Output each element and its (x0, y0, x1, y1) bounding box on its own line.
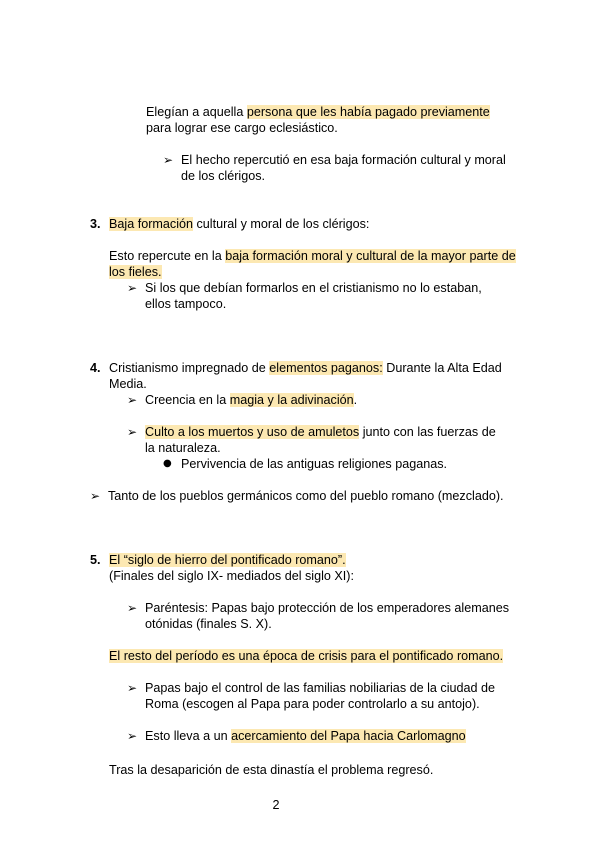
arrow-bullet-icon: ➢ (163, 153, 174, 167)
arrow-bullet-icon: ➢ (127, 393, 138, 407)
bullet-parentesis: Paréntesis: Papas bajo protección de los emperadores alemanes otónidas (finales S. X). (145, 601, 510, 631)
section-number: 4. (90, 361, 101, 375)
paragraph-resto (109, 648, 539, 664)
highlighted-text: baja formación moral y cultural de la mayor parte de los fieles. (109, 249, 516, 279)
bullet-pervivencia: Pervivencia de las antiguas religiones paganas. (181, 457, 448, 471)
bullet-papas-control: Papas bajo el control de las familias nobiliarias de la ciudad de Roma (escogen al Papa para poder controlarlo a su antojo). (145, 681, 496, 711)
section-5-subheading: (Finales del siglo IX- mediados del siglo XI): (109, 569, 354, 583)
text: Esto repercute en la (109, 249, 226, 263)
arrow-bullet-icon: ➢ (127, 601, 138, 615)
text: Cristianismo impregnado de (109, 361, 270, 375)
highlighted-text: Culto a los muertos y uso de amuletos (145, 425, 360, 439)
bullet-pueblos: Tanto de los pueblos germánicos como del pueblo romano (mezclado). (108, 489, 504, 503)
section-number: 5. (90, 553, 101, 567)
paragraph-repercute (109, 248, 529, 280)
paragraph-tras: Tras la desaparición de esta dinastía el problema regresó. (109, 763, 434, 777)
highlighted-text: El resto del período es una época de crisis para el pontificado romano. (109, 649, 504, 663)
paragraph-elegian (146, 104, 516, 136)
section-3-heading (109, 216, 529, 232)
arrow-bullet-icon: ➢ (127, 281, 138, 295)
section-5-heading (109, 552, 529, 568)
text: Durante la Alta Edad Media. (109, 361, 502, 391)
section-4-heading (109, 360, 539, 392)
bullet-creencia (145, 392, 525, 408)
text: Esto lleva a un (145, 729, 232, 743)
text: Creencia en la (145, 393, 230, 407)
dot-bullet-icon: ● (163, 458, 172, 469)
text: cultural y moral de los clérigos: (193, 217, 370, 231)
arrow-bullet-icon: ➢ (127, 681, 138, 695)
highlighted-text: acercamiento del Papa hacia Carlomagno (231, 729, 466, 743)
bullet-repercutio: El hecho repercutió en esa baja formación cultural y moral de los clérigos. (181, 153, 506, 183)
highlighted-text: magia y la adivinación (229, 393, 354, 407)
highlighted-text: elementos paganos: (269, 361, 383, 375)
arrow-bullet-icon: ➢ (90, 489, 101, 503)
bullet-formarlos: Si los que debían formarlos en el cristianismo no lo estaban, ellos tampoco. (145, 281, 482, 311)
text: . (353, 393, 358, 407)
highlighted-text: persona que les había pagado previamente (246, 105, 490, 119)
arrow-bullet-icon: ➢ (127, 425, 138, 439)
highlighted-text: El “siglo de hierro del pontificado romano”. (109, 553, 346, 567)
arrow-bullet-icon: ➢ (127, 729, 138, 743)
highlighted-text: Baja formación (109, 217, 193, 231)
section-number: 3. (90, 217, 101, 231)
text: para lograr ese cargo eclesiástico. (146, 121, 338, 135)
bullet-culto (145, 424, 505, 456)
page-number: 2 (272, 798, 280, 812)
bullet-acercamiento (145, 728, 525, 744)
text: junto con las fuerzas de la naturaleza. (145, 425, 496, 455)
text: Elegían a aquella (146, 105, 247, 119)
